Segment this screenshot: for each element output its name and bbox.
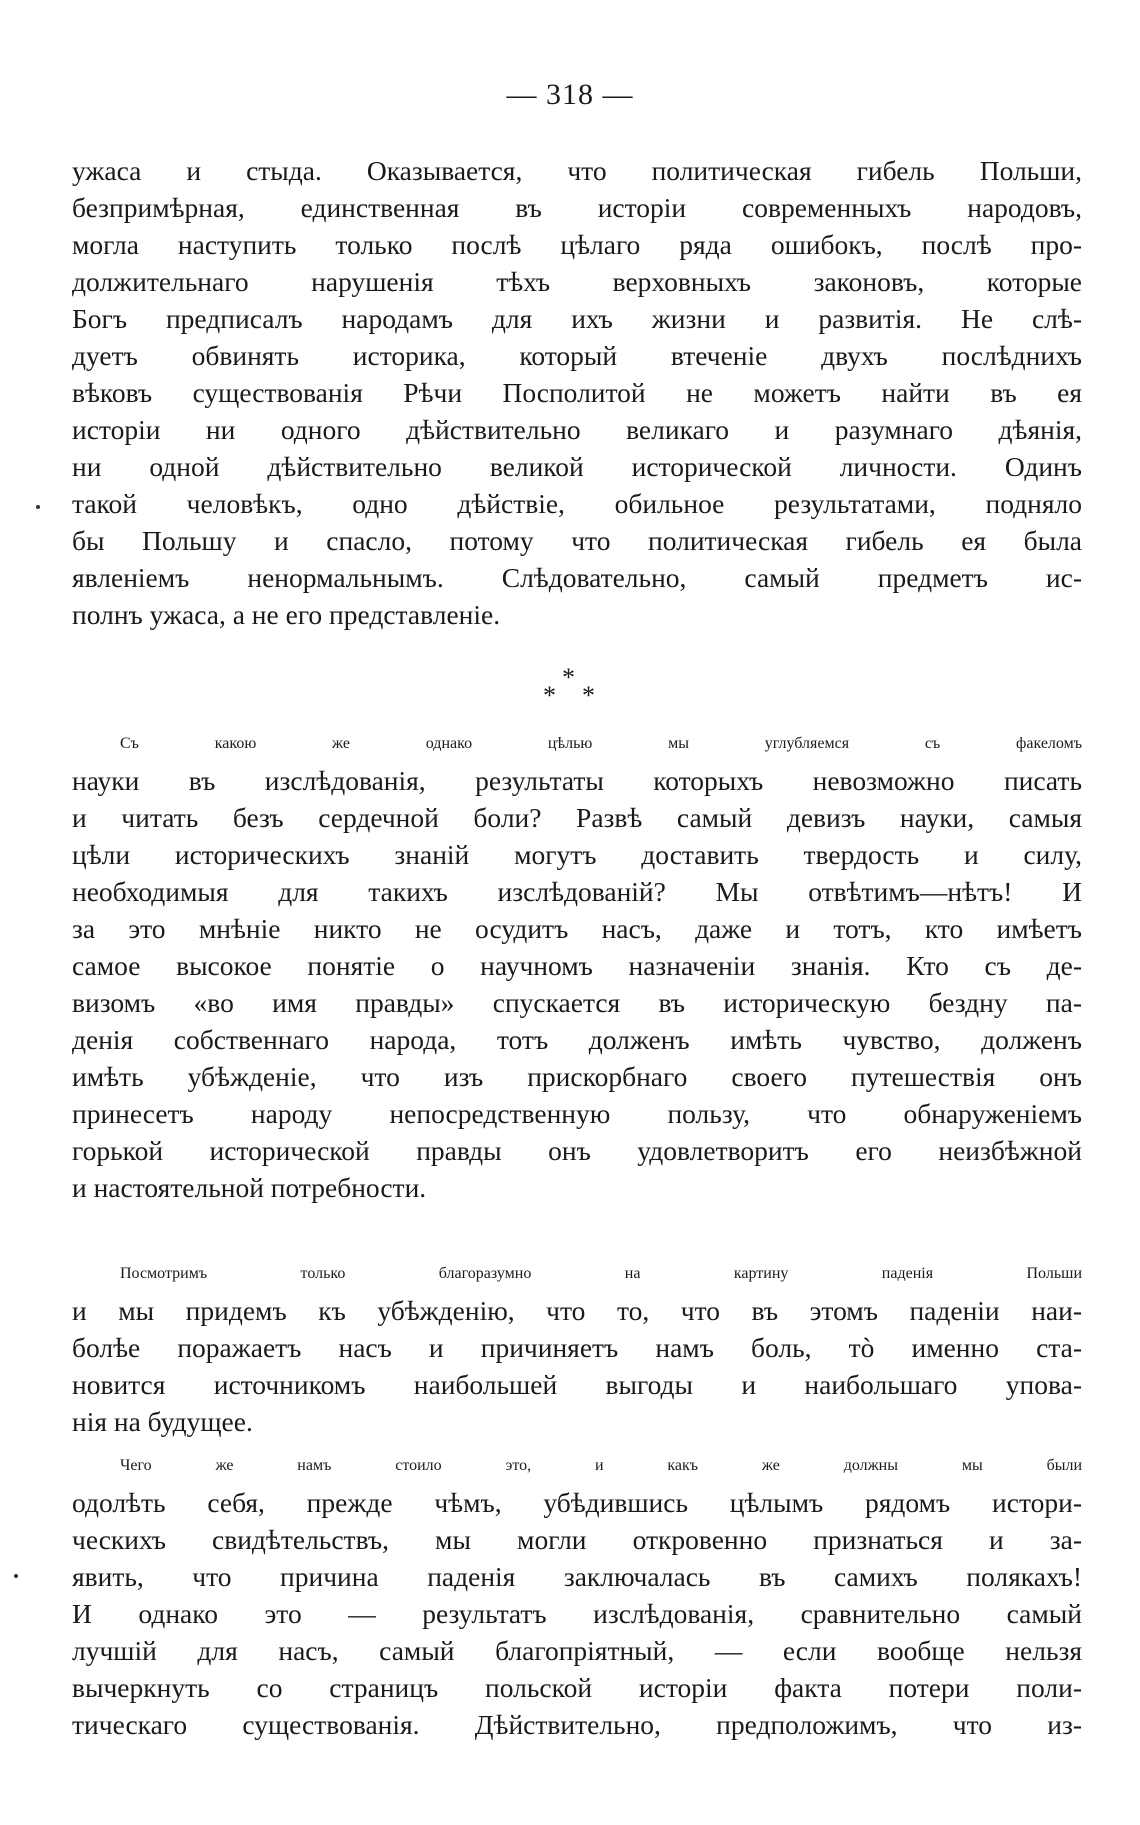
text-line: Чего же намъ стоило это, и какъ же должны мы были [120,1457,1082,1474]
paragraph-4 [72,1447,1082,1743]
text-line: ни одной дѣйствительно великой исторической личности. Одинъ [72,451,1082,482]
text-line: нія на будущее. [72,1406,253,1437]
text-line: и читать безъ сердечной боли? Развѣ самый девизъ науки, самыя [72,802,1082,833]
text-line: лучшій для насъ, самый благопріятный, — если вообще нельзя [72,1635,1082,1666]
text-line: самое высокое понятіе о научномъ назначеніи знанія. Кто съ де- [72,950,1082,981]
text-line: вычеркнуть со страницъ польской исторіи факта потери поли- [72,1672,1082,1703]
text-line: полнъ ужаса, а не его представленіе. [72,599,501,630]
text-line: бы Польшу и спасло, потому что политическая гибель ея была [72,525,1082,556]
text-line: ужаса и стыда. Оказывается, что политическая гибель Польши, [72,155,1082,186]
text-line: И однако это — результатъ изслѣдованія, сравнительно самый [72,1598,1082,1629]
text-line: такой человѣкъ, одно дѣйствіе, обильное результатами, подняло [72,488,1082,519]
text-line: принесетъ народу непосредственную пользу, что обнаруженіемъ [72,1098,1082,1129]
text-line: Съ какою же однако цѣлью мы углубляемся съ факеломъ [120,735,1082,752]
text-line: необходимыя для такихъ изслѣдованій? Мы отвѣтимъ—нѣтъ! И [72,876,1082,907]
text-line: одолѣть себя, прежде чѣмъ, убѣдившись цѣлымъ рядомъ истори- [72,1487,1082,1518]
paragraph-2 [72,725,1082,1206]
text-line: науки въ изслѣдованія, результаты которыхъ невозможно писать [72,765,1082,796]
text-line: новится источникомъ наибольшей выгоды и наибольшаго упова- [72,1369,1082,1400]
asterisk-left: * [543,681,556,710]
text-line: цѣли историческихъ знаній могутъ доставить твердость и силу, [72,839,1082,870]
paragraph-1 [72,152,1082,633]
paragraph-3 [72,1255,1082,1440]
print-speck [14,1574,18,1578]
text-line: денія собственнаго народа, тотъ долженъ имѣть чувство, долженъ [72,1024,1082,1055]
text-line: Богъ предписалъ народамъ для ихъ жизни и развитія. Не слѣ- [72,303,1082,334]
text-line: и мы придемъ къ убѣжденію, что то, что въ этомъ паденіи наи- [72,1295,1082,1326]
text-line: за это мнѣніе никто не осудитъ насъ, даже и тотъ, кто имѣетъ [72,913,1082,944]
text-line: исторіи ни одного дѣйствительно великаго и разумнаго дѣянія, [72,414,1082,445]
text-line: должительнаго нарушенія тѣхъ верховныхъ законовъ, которые [72,266,1082,297]
text-line: и настоятельной потребности. [72,1172,427,1203]
text-line: явить, что причина паденія заключалась въ самихъ полякахъ! [72,1561,1082,1592]
text-line: безпримѣрная, единственная въ исторіи современныхъ народовъ, [72,192,1082,223]
text-line: Посмотримъ только благоразумно на картину паденія Польши [120,1265,1082,1282]
text-line: могла наступить только послѣ цѣлаго ряда ошибокъ, послѣ про- [72,229,1082,260]
text-line: визомъ «во имя правды» спускается въ историческую бездну па- [72,987,1082,1018]
text-line: тическаго существованія. Дѣйствительно, предположимъ, что из- [72,1709,1082,1740]
text-line: болѣе поражаетъ насъ и причиняетъ намъ боль, тò именно ста- [72,1332,1082,1363]
section-asterism [0,663,1140,723]
page-number: — 318 — [506,78,634,111]
text-line: ческихъ свидѣтельствъ, мы могли откровенно признаться и за- [72,1524,1082,1555]
text-line: явленіемъ ненормальнымъ. Слѣдовательно, самый предметъ ис- [72,562,1082,593]
text-line: вѣковъ существованія Рѣчи Посполитой не можетъ найти въ ея [72,377,1082,408]
text-line: имѣть убѣжденіе, что изъ прискорбнаго своего путешествія онъ [72,1061,1082,1092]
asterisk-right: * [582,681,595,710]
text-line: дуетъ обвинять историка, который втеченіе двухъ послѣднихъ [72,340,1082,371]
text-line: горькой исторической правды онъ удовлетворитъ его неизбѣжной [72,1135,1082,1166]
asterisk-top: * [562,663,575,692]
print-speck [36,505,40,509]
